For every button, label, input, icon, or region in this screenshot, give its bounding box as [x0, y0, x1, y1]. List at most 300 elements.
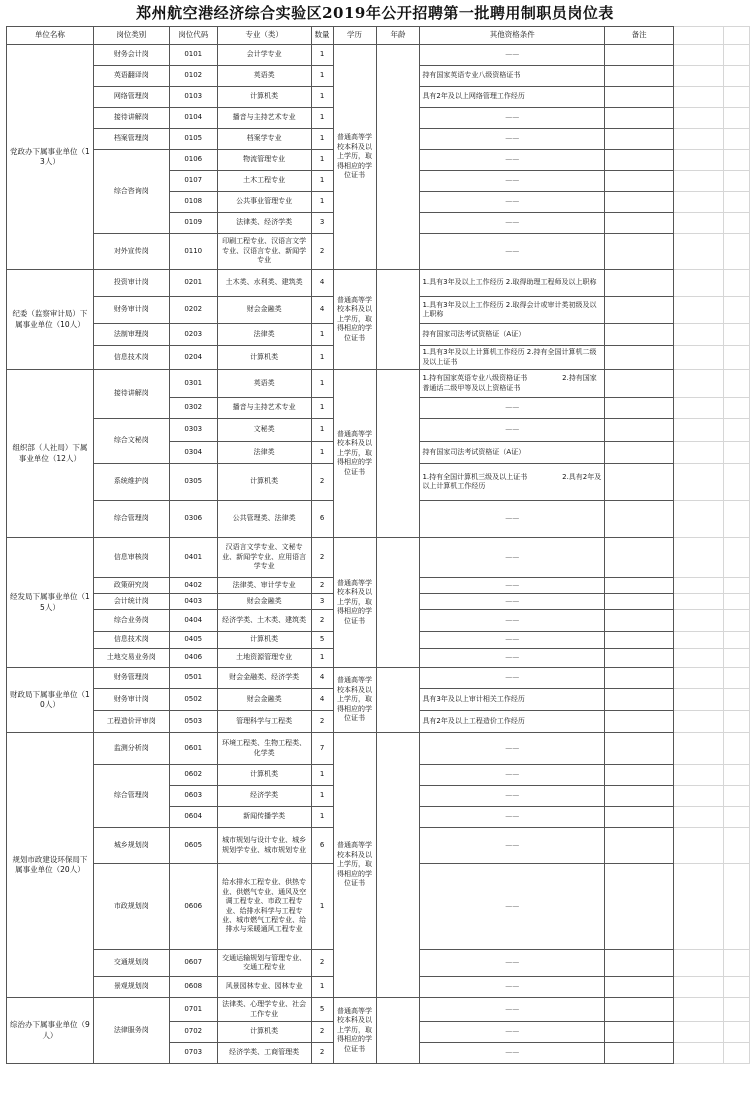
remarks-cell[interactable] — [605, 538, 674, 578]
remarks-cell[interactable] — [605, 270, 674, 297]
qualification-cell[interactable]: —— — [420, 45, 605, 66]
position-code-cell[interactable]: 0503 — [169, 711, 217, 733]
major-cell[interactable]: 财会金融类 — [217, 689, 311, 711]
major-cell[interactable]: 公共事业管理专业 — [217, 192, 311, 213]
remarks-cell[interactable] — [605, 649, 674, 668]
qualification-cell[interactable]: —— — [420, 150, 605, 171]
position-code-cell[interactable]: 0601 — [169, 733, 217, 765]
empty-grid-cell[interactable] — [674, 398, 724, 419]
empty-grid-cell[interactable] — [674, 87, 724, 108]
count-cell[interactable]: 2 — [311, 1043, 333, 1064]
qualification-cell[interactable]: —— — [420, 950, 605, 977]
count-cell[interactable]: 4 — [311, 270, 333, 297]
empty-grid-cell[interactable] — [723, 765, 749, 786]
position-code-cell[interactable]: 0110 — [169, 234, 217, 270]
position-category-cell[interactable]: 对外宣传岗 — [93, 234, 169, 270]
col-header-other-qualifications[interactable]: 其他资格条件 — [420, 27, 605, 45]
qualification-cell[interactable]: —— — [420, 1043, 605, 1064]
count-cell[interactable]: 1 — [311, 649, 333, 668]
empty-grid-cell[interactable] — [674, 464, 724, 501]
position-code-cell[interactable]: 0201 — [169, 270, 217, 297]
empty-grid-cell[interactable] — [674, 419, 724, 442]
count-cell[interactable]: 2 — [311, 950, 333, 977]
empty-grid-cell[interactable] — [723, 297, 749, 324]
empty-grid-cell[interactable] — [723, 87, 749, 108]
empty-grid-cell[interactable] — [723, 668, 749, 689]
empty-grid-cell[interactable] — [723, 610, 749, 632]
unit-name-cell[interactable]: 财政局下属事业单位（10人） — [7, 668, 94, 733]
major-cell[interactable]: 财会金融类、经济学类 — [217, 668, 311, 689]
empty-grid-cell[interactable] — [674, 950, 724, 977]
remarks-cell[interactable] — [605, 442, 674, 464]
qualification-cell[interactable]: —— — [420, 129, 605, 150]
major-cell[interactable]: 汉语言文学专业、文秘专业、新闻学专业、应用语言学专业 — [217, 538, 311, 578]
major-cell[interactable]: 给水排水工程专业、供热专业、供燃气专业、通风及空调工程专业、市政工程专业、给排水科学与工程专业、城市燃气工程专业、给排水与采暖通风工程专业 — [217, 864, 311, 950]
qualification-cell[interactable]: —— — [420, 807, 605, 828]
empty-grid-cell[interactable] — [674, 370, 724, 398]
major-cell[interactable]: 财会金融类 — [217, 297, 311, 324]
empty-grid-cell[interactable] — [723, 649, 749, 668]
remarks-cell[interactable] — [605, 171, 674, 192]
position-category-cell[interactable]: 信息审核岗 — [93, 538, 169, 578]
empty-grid-cell[interactable] — [723, 270, 749, 297]
major-cell[interactable]: 交通运输规划与管理专业、交通工程专业 — [217, 950, 311, 977]
position-code-cell[interactable]: 0603 — [169, 786, 217, 807]
position-code-cell[interactable]: 0703 — [169, 1043, 217, 1064]
major-cell[interactable]: 公共管理类、法律类 — [217, 501, 311, 538]
major-cell[interactable]: 物流管理专业 — [217, 150, 311, 171]
count-cell[interactable]: 1 — [311, 370, 333, 398]
empty-grid-cell[interactable] — [674, 594, 724, 610]
remarks-cell[interactable] — [605, 66, 674, 87]
position-category-cell[interactable]: 工程造价评审岗 — [93, 711, 169, 733]
position-code-cell[interactable]: 0105 — [169, 129, 217, 150]
position-category-cell[interactable]: 财务会计岗 — [93, 45, 169, 66]
count-cell[interactable]: 4 — [311, 689, 333, 711]
position-code-cell[interactable]: 0607 — [169, 950, 217, 977]
unit-name-cell[interactable]: 规划市政建设环保局下属事业单位（20人） — [7, 733, 94, 998]
empty-grid-cell[interactable] — [723, 594, 749, 610]
empty-grid-cell[interactable] — [723, 578, 749, 594]
position-category-cell[interactable]: 英语翻译岗 — [93, 66, 169, 87]
position-category-cell[interactable]: 会计统计岗 — [93, 594, 169, 610]
count-cell[interactable]: 4 — [311, 297, 333, 324]
position-category-cell[interactable]: 法律服务岗 — [93, 998, 169, 1064]
qualification-cell[interactable]: —— — [420, 649, 605, 668]
qualification-cell[interactable]: —— — [420, 998, 605, 1022]
empty-grid-cell[interactable] — [674, 765, 724, 786]
remarks-cell[interactable] — [605, 150, 674, 171]
major-cell[interactable]: 土地资源管理专业 — [217, 649, 311, 668]
empty-grid-cell[interactable] — [674, 1043, 724, 1064]
count-cell[interactable]: 1 — [311, 864, 333, 950]
count-cell[interactable]: 1 — [311, 807, 333, 828]
empty-grid-cell[interactable] — [674, 864, 724, 950]
empty-grid-cell[interactable] — [674, 108, 724, 129]
remarks-cell[interactable] — [605, 610, 674, 632]
major-cell[interactable]: 法律类、审计学专业 — [217, 578, 311, 594]
col-header-remarks[interactable]: 备注 — [605, 27, 674, 45]
remarks-cell[interactable] — [605, 464, 674, 501]
position-code-cell[interactable]: 0301 — [169, 370, 217, 398]
major-cell[interactable]: 印刷工程专业、汉语言文学专业、汉语言专业、新闻学专业 — [217, 234, 311, 270]
count-cell[interactable]: 1 — [311, 45, 333, 66]
qualification-cell[interactable]: 1.具有3年及以上计算机工作经历 2.持有全国计算机二级及以上证书 — [420, 346, 605, 370]
empty-grid-cell[interactable] — [674, 977, 724, 998]
position-category-cell[interactable]: 信息技术岗 — [93, 632, 169, 649]
position-category-cell[interactable]: 景观规划岗 — [93, 977, 169, 998]
qualification-cell[interactable]: —— — [420, 171, 605, 192]
col-header-major[interactable]: 专业（类） — [217, 27, 311, 45]
count-cell[interactable]: 2 — [311, 464, 333, 501]
education-cell[interactable]: 普通高等学校本科及以上学历，取得相应的学位证书 — [333, 998, 376, 1064]
empty-grid-cell[interactable] — [674, 501, 724, 538]
remarks-cell[interactable] — [605, 828, 674, 864]
empty-grid-cell[interactable] — [674, 668, 724, 689]
position-code-cell[interactable]: 0103 — [169, 87, 217, 108]
remarks-cell[interactable] — [605, 786, 674, 807]
empty-grid-cell[interactable] — [723, 45, 749, 66]
position-code-cell[interactable]: 0406 — [169, 649, 217, 668]
age-cell[interactable] — [376, 998, 420, 1064]
qualification-cell[interactable]: 1.持有全国计算机三级及以上证书 2.具有2年及以上计算机工作经历 — [420, 464, 605, 501]
qualification-cell[interactable]: —— — [420, 668, 605, 689]
remarks-cell[interactable] — [605, 594, 674, 610]
remarks-cell[interactable] — [605, 213, 674, 234]
empty-grid-cell[interactable] — [674, 632, 724, 649]
position-code-cell[interactable]: 0702 — [169, 1022, 217, 1043]
remarks-cell[interactable] — [605, 501, 674, 538]
position-category-cell[interactable]: 财务审计岗 — [93, 297, 169, 324]
count-cell[interactable]: 4 — [311, 668, 333, 689]
remarks-cell[interactable] — [605, 807, 674, 828]
count-cell[interactable]: 2 — [311, 711, 333, 733]
remarks-cell[interactable] — [605, 234, 674, 270]
empty-grid-cell[interactable] — [674, 66, 724, 87]
position-category-cell[interactable]: 系统维护岗 — [93, 464, 169, 501]
qualification-cell[interactable]: 持有国家英语专业八级资格证书 — [420, 66, 605, 87]
unit-name-cell[interactable]: 纪委（监察审计局）下属事业单位（10人） — [7, 270, 94, 370]
count-cell[interactable]: 5 — [311, 998, 333, 1022]
empty-grid-cell[interactable] — [674, 538, 724, 578]
empty-grid-cell[interactable] — [723, 324, 749, 346]
position-code-cell[interactable]: 0303 — [169, 419, 217, 442]
empty-grid-cell[interactable] — [674, 1022, 724, 1043]
qualification-cell[interactable]: —— — [420, 419, 605, 442]
position-category-cell[interactable]: 政策研究岗 — [93, 578, 169, 594]
count-cell[interactable]: 1 — [311, 108, 333, 129]
position-category-cell[interactable]: 综合咨询岗 — [93, 150, 169, 234]
empty-grid-cell[interactable] — [674, 192, 724, 213]
remarks-cell[interactable] — [605, 324, 674, 346]
major-cell[interactable]: 土木类、水利类、建筑类 — [217, 270, 311, 297]
remarks-cell[interactable] — [605, 419, 674, 442]
empty-grid-cell[interactable] — [723, 419, 749, 442]
major-cell[interactable]: 经济学类、土木类、建筑类 — [217, 610, 311, 632]
remarks-cell[interactable] — [605, 977, 674, 998]
col-header-education[interactable]: 学历 — [333, 27, 376, 45]
count-cell[interactable]: 1 — [311, 442, 333, 464]
empty-grid-cell[interactable] — [723, 398, 749, 419]
remarks-cell[interactable] — [605, 398, 674, 419]
col-header-unit[interactable]: 单位名称 — [7, 27, 94, 45]
remarks-cell[interactable] — [605, 192, 674, 213]
position-code-cell[interactable]: 0302 — [169, 398, 217, 419]
unit-name-cell[interactable]: 党政办下属事业单位（13人） — [7, 45, 94, 270]
remarks-cell[interactable] — [605, 711, 674, 733]
education-cell[interactable]: 普通高等学校本科及以上学历，取得相应的学位证书 — [333, 270, 376, 370]
major-cell[interactable]: 法律类 — [217, 324, 311, 346]
empty-grid-cell[interactable] — [674, 234, 724, 270]
qualification-cell[interactable]: —— — [420, 864, 605, 950]
position-category-cell[interactable]: 城乡规划岗 — [93, 828, 169, 864]
education-cell[interactable]: 普通高等学校本科及以上学历，取得相应的学位证书 — [333, 668, 376, 733]
age-cell[interactable] — [376, 45, 420, 270]
qualification-cell[interactable]: —— — [420, 234, 605, 270]
major-cell[interactable]: 播音与主持艺术专业 — [217, 398, 311, 419]
education-cell[interactable]: 普通高等学校本科及以上学历，取得相应的学位证书 — [333, 538, 376, 668]
position-code-cell[interactable]: 0204 — [169, 346, 217, 370]
empty-grid-cell[interactable] — [723, 807, 749, 828]
empty-grid-cell[interactable] — [674, 998, 724, 1022]
count-cell[interactable]: 3 — [311, 594, 333, 610]
major-cell[interactable]: 经济学类 — [217, 786, 311, 807]
position-code-cell[interactable]: 0608 — [169, 977, 217, 998]
major-cell[interactable]: 英语类 — [217, 66, 311, 87]
position-code-cell[interactable]: 0701 — [169, 998, 217, 1022]
empty-grid-cell[interactable] — [723, 234, 749, 270]
position-code-cell[interactable]: 0405 — [169, 632, 217, 649]
position-code-cell[interactable]: 0203 — [169, 324, 217, 346]
position-code-cell[interactable]: 0306 — [169, 501, 217, 538]
count-cell[interactable]: 1 — [311, 398, 333, 419]
position-code-cell[interactable]: 0108 — [169, 192, 217, 213]
remarks-cell[interactable] — [605, 689, 674, 711]
position-code-cell[interactable]: 0605 — [169, 828, 217, 864]
remarks-cell[interactable] — [605, 1043, 674, 1064]
empty-grid-cell[interactable] — [674, 297, 724, 324]
col-header-count[interactable]: 数量 — [311, 27, 333, 45]
qualification-cell[interactable]: —— — [420, 213, 605, 234]
empty-grid-cell[interactable] — [723, 786, 749, 807]
major-cell[interactable]: 计算机类 — [217, 87, 311, 108]
position-category-cell[interactable]: 网络管理岗 — [93, 87, 169, 108]
remarks-cell[interactable] — [605, 108, 674, 129]
empty-grid-cell[interactable] — [723, 1043, 749, 1064]
empty-grid-cell[interactable] — [674, 171, 724, 192]
position-category-cell[interactable]: 法制审理岗 — [93, 324, 169, 346]
position-category-cell[interactable]: 综合管理岗 — [93, 765, 169, 828]
empty-grid-cell[interactable] — [723, 1022, 749, 1043]
qualification-cell[interactable]: 1.具有3年及以上工作经历 2.取得助理工程师及以上职称 — [420, 270, 605, 297]
position-code-cell[interactable]: 0101 — [169, 45, 217, 66]
count-cell[interactable]: 1 — [311, 66, 333, 87]
count-cell[interactable]: 2 — [311, 538, 333, 578]
major-cell[interactable]: 法律类 — [217, 442, 311, 464]
age-cell[interactable] — [376, 270, 420, 370]
empty-grid-cell[interactable] — [674, 27, 724, 45]
qualification-cell[interactable]: —— — [420, 977, 605, 998]
count-cell[interactable]: 1 — [311, 150, 333, 171]
empty-grid-cell[interactable] — [674, 649, 724, 668]
empty-grid-cell[interactable] — [674, 324, 724, 346]
remarks-cell[interactable] — [605, 950, 674, 977]
qualification-cell[interactable]: 持有国家司法考试资格证（A证） — [420, 442, 605, 464]
position-category-cell[interactable]: 市政规划岗 — [93, 864, 169, 950]
qualification-cell[interactable]: —— — [420, 538, 605, 578]
unit-name-cell[interactable]: 组织部（人社局）下属事业单位（12人） — [7, 370, 94, 538]
major-cell[interactable]: 新闻传播学类 — [217, 807, 311, 828]
major-cell[interactable]: 法律类、经济学类 — [217, 213, 311, 234]
empty-grid-cell[interactable] — [723, 733, 749, 765]
empty-grid-cell[interactable] — [723, 977, 749, 998]
position-category-cell[interactable]: 综合管理岗 — [93, 501, 169, 538]
qualification-cell[interactable]: —— — [420, 108, 605, 129]
major-cell[interactable]: 计算机类 — [217, 632, 311, 649]
remarks-cell[interactable] — [605, 129, 674, 150]
position-code-cell[interactable]: 0107 — [169, 171, 217, 192]
empty-grid-cell[interactable] — [723, 108, 749, 129]
empty-grid-cell[interactable] — [674, 610, 724, 632]
empty-grid-cell[interactable] — [674, 129, 724, 150]
count-cell[interactable]: 1 — [311, 977, 333, 998]
remarks-cell[interactable] — [605, 45, 674, 66]
empty-grid-cell[interactable] — [674, 786, 724, 807]
empty-grid-cell[interactable] — [723, 998, 749, 1022]
qualification-cell[interactable]: —— — [420, 578, 605, 594]
empty-grid-cell[interactable] — [674, 346, 724, 370]
unit-name-cell[interactable]: 经发局下属事业单位（15人） — [7, 538, 94, 668]
empty-grid-cell[interactable] — [674, 270, 724, 297]
qualification-cell[interactable]: —— — [420, 398, 605, 419]
qualification-cell[interactable]: 具有2年及以上网络管理工作经历 — [420, 87, 605, 108]
major-cell[interactable]: 英语类 — [217, 370, 311, 398]
major-cell[interactable]: 管理科学与工程类 — [217, 711, 311, 733]
empty-grid-cell[interactable] — [674, 828, 724, 864]
position-category-cell[interactable]: 接待讲解岗 — [93, 108, 169, 129]
remarks-cell[interactable] — [605, 733, 674, 765]
position-code-cell[interactable]: 0109 — [169, 213, 217, 234]
remarks-cell[interactable] — [605, 765, 674, 786]
empty-grid-cell[interactable] — [723, 213, 749, 234]
position-code-cell[interactable]: 0404 — [169, 610, 217, 632]
position-code-cell[interactable]: 0403 — [169, 594, 217, 610]
empty-grid-cell[interactable] — [723, 464, 749, 501]
empty-grid-cell[interactable] — [723, 346, 749, 370]
count-cell[interactable]: 2 — [311, 578, 333, 594]
col-header-category[interactable]: 岗位类别 — [93, 27, 169, 45]
remarks-cell[interactable] — [605, 864, 674, 950]
position-code-cell[interactable]: 0104 — [169, 108, 217, 129]
major-cell[interactable]: 财会金融类 — [217, 594, 311, 610]
qualification-cell[interactable]: 1.具有3年及以上工作经历 2.取得会计或审计类初级及以上职称 — [420, 297, 605, 324]
position-code-cell[interactable]: 0102 — [169, 66, 217, 87]
empty-grid-cell[interactable] — [723, 150, 749, 171]
count-cell[interactable]: 6 — [311, 828, 333, 864]
qualification-cell[interactable]: 1.持有国家英语专业八级资格证书 2.持有国家普通话二级甲等及以上资格证书 — [420, 370, 605, 398]
major-cell[interactable]: 文秘类 — [217, 419, 311, 442]
qualification-cell[interactable]: 持有国家司法考试资格证（A证） — [420, 324, 605, 346]
empty-grid-cell[interactable] — [723, 370, 749, 398]
empty-grid-cell[interactable] — [723, 442, 749, 464]
position-category-cell[interactable]: 交通规划岗 — [93, 950, 169, 977]
age-cell[interactable] — [376, 538, 420, 668]
empty-grid-cell[interactable] — [674, 807, 724, 828]
count-cell[interactable]: 1 — [311, 192, 333, 213]
count-cell[interactable]: 2 — [311, 234, 333, 270]
position-category-cell[interactable]: 投资审计岗 — [93, 270, 169, 297]
unit-name-cell[interactable]: 综治办下属事业单位（9人） — [7, 998, 94, 1064]
remarks-cell[interactable] — [605, 297, 674, 324]
qualification-cell[interactable]: —— — [420, 594, 605, 610]
education-cell[interactable]: 普通高等学校本科及以上学历，取得相应的学位证书 — [333, 45, 376, 270]
remarks-cell[interactable] — [605, 370, 674, 398]
count-cell[interactable]: 1 — [311, 419, 333, 442]
qualification-cell[interactable]: —— — [420, 765, 605, 786]
count-cell[interactable]: 1 — [311, 786, 333, 807]
count-cell[interactable]: 2 — [311, 1022, 333, 1043]
remarks-cell[interactable] — [605, 998, 674, 1022]
qualification-cell[interactable]: 具有3年及以上审计相关工作经历 — [420, 689, 605, 711]
count-cell[interactable]: 1 — [311, 324, 333, 346]
remarks-cell[interactable] — [605, 668, 674, 689]
remarks-cell[interactable] — [605, 346, 674, 370]
major-cell[interactable]: 播音与主持艺术专业 — [217, 108, 311, 129]
position-code-cell[interactable]: 0606 — [169, 864, 217, 950]
age-cell[interactable] — [376, 668, 420, 733]
empty-grid-cell[interactable] — [723, 711, 749, 733]
qualification-cell[interactable]: —— — [420, 1022, 605, 1043]
empty-grid-cell[interactable] — [723, 192, 749, 213]
position-code-cell[interactable]: 0602 — [169, 765, 217, 786]
empty-grid-cell[interactable] — [723, 129, 749, 150]
position-category-cell[interactable]: 财务管理岗 — [93, 668, 169, 689]
empty-grid-cell[interactable] — [674, 213, 724, 234]
count-cell[interactable]: 6 — [311, 501, 333, 538]
major-cell[interactable]: 计算机类 — [217, 464, 311, 501]
position-category-cell[interactable]: 监测分析岗 — [93, 733, 169, 765]
qualification-cell[interactable]: —— — [420, 828, 605, 864]
qualification-cell[interactable]: —— — [420, 632, 605, 649]
major-cell[interactable]: 档案学专业 — [217, 129, 311, 150]
count-cell[interactable]: 7 — [311, 733, 333, 765]
empty-grid-cell[interactable] — [674, 442, 724, 464]
major-cell[interactable]: 法律类、心理学专业、社会工作专业 — [217, 998, 311, 1022]
empty-grid-cell[interactable] — [674, 150, 724, 171]
age-cell[interactable] — [376, 733, 420, 998]
qualification-cell[interactable]: 具有2年及以上工程造价工作经历 — [420, 711, 605, 733]
empty-grid-cell[interactable] — [723, 66, 749, 87]
empty-grid-cell[interactable] — [723, 864, 749, 950]
major-cell[interactable]: 会计学专业 — [217, 45, 311, 66]
major-cell[interactable]: 风景园林专业、园林专业 — [217, 977, 311, 998]
empty-grid-cell[interactable] — [723, 171, 749, 192]
empty-grid-cell[interactable] — [674, 689, 724, 711]
position-code-cell[interactable]: 0402 — [169, 578, 217, 594]
count-cell[interactable]: 1 — [311, 765, 333, 786]
position-code-cell[interactable]: 0304 — [169, 442, 217, 464]
empty-grid-cell[interactable] — [723, 27, 749, 45]
count-cell[interactable]: 3 — [311, 213, 333, 234]
remarks-cell[interactable] — [605, 632, 674, 649]
count-cell[interactable]: 1 — [311, 129, 333, 150]
count-cell[interactable]: 1 — [311, 346, 333, 370]
education-cell[interactable]: 普通高等学校本科及以上学历，取得相应的学位证书 — [333, 370, 376, 538]
col-header-age[interactable]: 年龄 — [376, 27, 420, 45]
empty-grid-cell[interactable] — [723, 689, 749, 711]
empty-grid-cell[interactable] — [674, 711, 724, 733]
major-cell[interactable]: 计算机类 — [217, 346, 311, 370]
